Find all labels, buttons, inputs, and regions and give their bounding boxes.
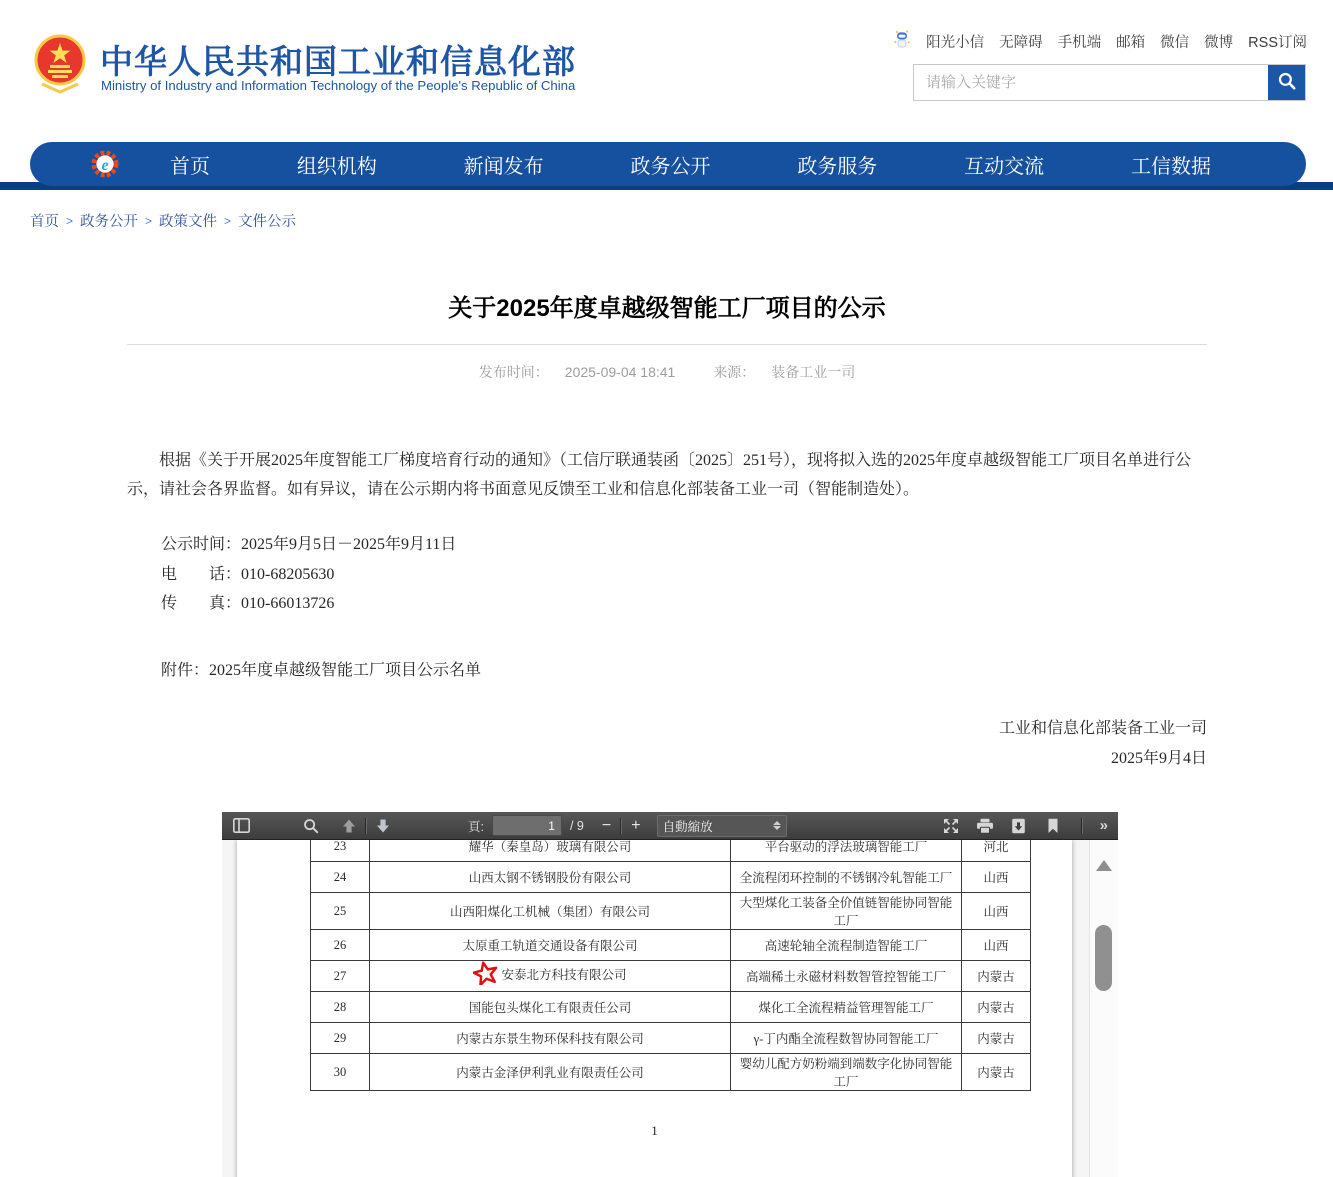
pdf-table-body (311, 840, 1031, 1091)
breadcrumb-gov-disclosure[interactable]: 政务公开 (80, 214, 139, 230)
table-row (311, 840, 1031, 862)
nav-item-news[interactable]: 新闻发布 (463, 155, 544, 178)
row-province: 河北 (962, 840, 1031, 862)
scroll-up-arrow-icon[interactable] (1096, 860, 1112, 871)
table-row (311, 992, 1031, 1023)
toolbar-separator (1081, 818, 1083, 834)
toolbar-separator (620, 818, 622, 834)
row-company-text: 山西阳煤化工机械（集团）有限公司 (449, 905, 650, 919)
search-icon (1277, 71, 1297, 94)
nav-item-data[interactable]: 工信数据 (1130, 155, 1211, 178)
breadcrumb-separator: > (66, 213, 74, 228)
quick-link-mobile[interactable]: 手机端 (1057, 34, 1102, 51)
row-company-text: 内蒙古东景生物环保科技有限公司 (456, 1032, 644, 1046)
row-company-text: 山西太钢不锈钢股份有限公司 (468, 871, 632, 885)
national-emblem-logo (34, 32, 86, 99)
more-tools-button[interactable]: » (1099, 817, 1108, 834)
publish-time-label: 发布时间： (478, 364, 549, 380)
row-project: 高速轮轴全流程制造智能工厂 (731, 930, 962, 961)
row-project: 全流程闭环控制的不锈钢冷轧智能工厂 (731, 862, 962, 893)
quick-link-wechat[interactable]: 微信 (1160, 34, 1190, 51)
row-province: 内蒙古 (962, 1054, 1031, 1091)
article (127, 288, 1207, 774)
row-no: 26 (311, 930, 370, 961)
source-label: 来源： (713, 364, 756, 380)
pdf-page-footer-number: 1 (651, 1123, 658, 1138)
next-page-button[interactable] (372, 815, 394, 837)
row-no: 28 (311, 992, 370, 1023)
page-total: / 9 (569, 818, 584, 833)
row-province: 山西 (962, 862, 1031, 893)
row-province: 内蒙古 (962, 1023, 1031, 1054)
main-navigation (30, 142, 1306, 186)
pdf-toolbar (222, 812, 1118, 840)
row-project: 高端稀土永磁材料数智管控智能工厂 (731, 961, 962, 992)
breadcrumb (30, 210, 296, 231)
row-no: 23 (311, 840, 370, 862)
row-project: γ-丁内酯全流程数智协同智能工厂 (731, 1023, 962, 1054)
search-button[interactable] (1268, 65, 1305, 100)
quick-link-accessibility[interactable]: 无障碍 (999, 34, 1043, 51)
page-title: 关于2025年度卓越级智能工厂项目的公示 (127, 288, 1207, 345)
nav-item-home[interactable]: 首页 (170, 155, 210, 178)
pdf-page-area (222, 840, 1090, 1177)
attachment-label: 附件： (161, 661, 210, 679)
row-no: 30 (311, 1054, 370, 1091)
zoom-mode-select[interactable] (657, 815, 787, 837)
combo-arrows-icon (773, 821, 781, 830)
row-province: 内蒙古 (962, 961, 1031, 992)
bookmark-button[interactable] (1042, 815, 1064, 837)
row-province: 内蒙古 (962, 992, 1031, 1023)
scrollbar-thumb[interactable] (1095, 925, 1112, 991)
row-no: 25 (311, 893, 370, 930)
row-province: 山西 (962, 930, 1031, 961)
previous-page-button[interactable] (338, 815, 360, 837)
breadcrumb-separator: > (145, 213, 153, 228)
row-project: 婴幼儿配方奶粉端到端数字化协同智能工厂 (731, 1054, 962, 1091)
source-value: 装备工业一司 (771, 364, 856, 380)
row-no: 29 (311, 1023, 370, 1054)
quick-link-mail[interactable]: 邮箱 (1116, 34, 1146, 51)
row-no: 27 (311, 961, 370, 992)
find-button[interactable] (300, 815, 322, 837)
breadcrumb-separator: > (224, 213, 232, 228)
nav-item-gov-services[interactable]: 政务服务 (797, 155, 878, 178)
search-bar (913, 64, 1306, 101)
row-project: 平台驱动的浮法玻璃智能工厂 (731, 840, 962, 862)
search-input[interactable] (914, 65, 1268, 100)
row-company-text: 国能包头煤化工有限责任公司 (468, 1001, 632, 1015)
row-project: 煤化工全流程精益管理智能工厂 (731, 992, 962, 1023)
publicity-list-table (310, 840, 1031, 1091)
table-row (311, 893, 1031, 930)
toolbar-separator (365, 818, 367, 834)
zoom-out-button[interactable]: − (601, 816, 612, 834)
page-number-input[interactable] (492, 815, 562, 836)
sidebar-toggle-button[interactable] (230, 815, 252, 837)
quick-link-rss[interactable]: RSS订阅 (1248, 34, 1307, 51)
header-quick-links (893, 29, 1307, 53)
row-no: 24 (311, 862, 370, 893)
breadcrumb-home[interactable]: 首页 (30, 214, 59, 230)
sunshine-assistant-icon (893, 29, 911, 53)
table-row (311, 1054, 1031, 1091)
row-company-text: 内蒙古金泽伊利乳业有限责任公司 (456, 1066, 644, 1080)
attachment-link[interactable]: 2025年度卓越级智能工厂项目公示名单 (209, 661, 482, 679)
nav-item-organization[interactable]: 组织机构 (296, 155, 377, 178)
row-company-text: 安泰北方科技有限公司 (501, 967, 627, 982)
print-button[interactable] (974, 815, 996, 837)
nav-item-interaction[interactable]: 互动交流 (964, 155, 1045, 178)
pdf-page (237, 840, 1072, 1177)
signature-department: 工业和信息化部装备工业一司 (998, 719, 1207, 737)
breadcrumb-policy-files[interactable]: 政策文件 (159, 214, 218, 230)
fax-line: 传 真：010-66013726 (161, 595, 335, 612)
quick-link-weibo[interactable]: 微博 (1204, 34, 1234, 51)
table-row (311, 1023, 1031, 1054)
publish-time: 2025-09-04 18:41 (564, 364, 676, 380)
row-company-text: 太原重工轨道交通设备有限公司 (462, 939, 638, 953)
page-label: 頁: (468, 819, 484, 834)
publicity-period-line: 公示时间：2025年9月5日－2025年9月11日 (161, 536, 457, 553)
zoom-mode-value: 自動縮放 (662, 819, 713, 834)
zoom-in-button[interactable]: + (631, 816, 641, 834)
table-row (311, 961, 1031, 992)
site-subtitle: Ministry of Industry and Information Technology of the People's Republic of China (101, 78, 576, 93)
article-meta (127, 362, 1207, 382)
nav-item-gov-disclosure[interactable]: 政务公开 (630, 155, 711, 178)
site-title: 中华人民共和国工业和信息化部 (100, 43, 576, 80)
phone-line: 电 话：010-68205630 (161, 565, 335, 583)
signature-date: 2025年9月4日 (1110, 749, 1207, 767)
row-province: 山西 (962, 893, 1031, 930)
presentation-mode-button[interactable] (940, 815, 962, 837)
row-company-text: 耀华（秦皇岛）玻璃有限公司 (468, 840, 632, 854)
row-project: 大型煤化工装备全价值链智能协同智能工厂 (731, 893, 962, 930)
breadcrumb-file-publicity: 文件公示 (238, 214, 297, 230)
attachment-line (161, 657, 1207, 680)
table-row (311, 862, 1031, 893)
star-icon (473, 961, 498, 989)
pdf-viewer (222, 812, 1118, 1177)
quick-link-sunshine[interactable]: 阳光小信 (926, 34, 985, 51)
article-paragraph: 根据《关于开展2025年度智能工厂梯度培育行动的通知》（工信厅联通装函〔2025〕251号），现将拟入选的2025年度卓越级智能工厂项目名单进行公示，请社会各界监督。如有异议，请在公示期内将书面意见反馈至工业和信息化部装备工业一司（智能制造处）。 (127, 452, 1192, 498)
download-button[interactable] (1008, 815, 1030, 837)
miit-gear-logo-icon (90, 149, 120, 179)
pdf-scrollbar[interactable] (1089, 840, 1118, 1177)
svg-text:e: e (101, 157, 109, 174)
table-row (311, 930, 1031, 961)
